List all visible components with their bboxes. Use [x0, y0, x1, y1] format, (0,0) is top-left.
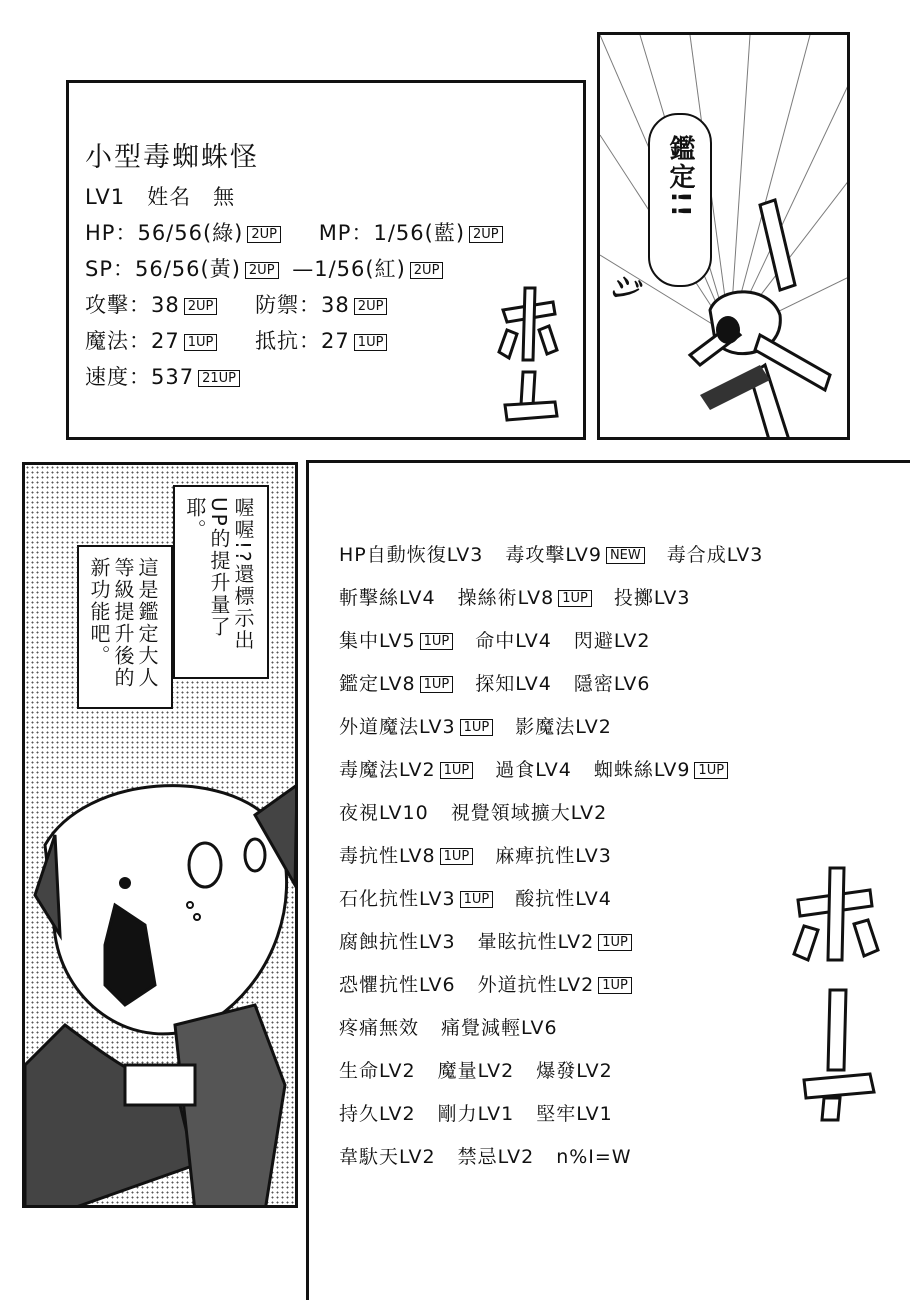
skill-row [339, 970, 654, 997]
skill-name: 操絲術LV8 [457, 587, 555, 609]
sfx-jiri: ジ [604, 267, 647, 313]
skill-entry [339, 888, 493, 910]
skill-row [339, 1056, 635, 1083]
speed-value: 速度：537 [85, 365, 195, 389]
skill-row [339, 583, 712, 610]
skill-entry: 隱密LV6 [573, 673, 651, 695]
atk-def-line [85, 289, 387, 319]
skill-name: 鑑定LV8 [339, 673, 416, 695]
magic-value: 魔法：27 [85, 329, 180, 353]
defense-up-tag: 2UP [354, 298, 388, 315]
skill-tag: 1UP [420, 633, 454, 650]
skill-name: 石化抗性LV3 [339, 888, 456, 910]
skill-entry: HP自動恢復LV3 [339, 544, 484, 566]
skill-entry: 剛力LV1 [437, 1103, 515, 1125]
skill-tag: 1UP [420, 676, 454, 693]
sp-up-tag: 2UP [245, 262, 279, 279]
mp-value: MP：1/56(藍) [318, 221, 466, 245]
skill-name: 蜘蛛絲LV9 [593, 759, 691, 781]
skill-name: 毒魔法LV2 [339, 759, 436, 781]
skill-name: 外道魔法LV3 [339, 716, 456, 738]
skill-name: 毒抗性LV8 [339, 845, 436, 867]
attack-up-tag: 2UP [184, 298, 218, 315]
resist-up-tag: 1UP [354, 334, 388, 351]
skill-entry: 酸抗性LV4 [515, 888, 612, 910]
skill-row [339, 1142, 654, 1169]
skill-entry: 命中LV4 [475, 630, 552, 652]
speech-bubble-top [648, 113, 712, 287]
skill-entry [594, 759, 728, 781]
skill-entry [458, 587, 592, 609]
skill-row [339, 884, 634, 911]
skill-name: 毒攻擊LV9 [505, 544, 602, 566]
attack-value: 攻擊：38 [85, 293, 180, 317]
skill-name: 集中LV5 [339, 630, 416, 652]
speed-up-tag: 21UP [198, 370, 240, 387]
skill-entry [339, 673, 453, 695]
skill-entry: 閃避LV2 [573, 630, 651, 652]
hp-up-tag: 2UP [247, 226, 281, 243]
skill-row [339, 540, 785, 567]
skill-row [339, 927, 654, 954]
skill-tag: 1UP [460, 719, 494, 736]
skill-entry: 投擲LV3 [613, 587, 691, 609]
skill-entry: 痛覺減輕LV6 [441, 1017, 558, 1039]
sp-line [85, 253, 443, 283]
skill-entry: 爆發LV2 [536, 1060, 613, 1082]
skill-entry: 探知LV4 [475, 673, 552, 695]
skill-entry: 腐蝕抗性LV3 [339, 931, 456, 953]
skill-entry [339, 845, 473, 867]
skill-tag: 1UP [440, 762, 474, 779]
skill-tag: 1UP [694, 762, 728, 779]
skill-entry [478, 974, 632, 996]
skill-row [339, 712, 634, 739]
appraise-shout: 鑑定!! [665, 135, 695, 219]
left-panel [22, 462, 298, 1208]
skill-entry [505, 544, 644, 566]
skill-entry: 斬擊絲LV4 [339, 587, 436, 609]
sfx-pon-right [790, 860, 890, 1130]
skill-tag: 1UP [558, 590, 592, 607]
skill-entry [478, 931, 632, 953]
mag-res-line [85, 325, 387, 355]
hp-value: HP：56/56(綠) [85, 221, 244, 245]
spider-panel-top [597, 32, 850, 440]
skill-entry: 堅牢LV1 [536, 1103, 613, 1125]
skill-tag: 1UP [598, 977, 632, 994]
skill-row [339, 841, 634, 868]
skill-entry: 恐懼抗性LV6 [339, 974, 456, 996]
skill-entry: 持久LV2 [339, 1103, 416, 1125]
hp-mp-line [85, 217, 503, 247]
speech-text-1: 喔喔!?還標示出UP的提升量了耶。 [183, 497, 255, 652]
skill-entry: 韋馱天LV2 [339, 1146, 436, 1168]
skill-tag: 1UP [460, 891, 494, 908]
skill-entry: 禁忌LV2 [457, 1146, 535, 1168]
level-line: LV1 姓名 無 [85, 185, 236, 209]
skill-entry [339, 716, 493, 738]
defense-value: 防禦：38 [255, 293, 350, 317]
skill-entry: 視覺領域擴大LV2 [450, 802, 608, 824]
sp2-up-tag: 2UP [410, 262, 444, 279]
skill-row [339, 626, 672, 653]
skill-name: 外道抗性LV2 [477, 974, 595, 996]
skill-tag: 1UP [598, 934, 632, 951]
sp2-value: —1/56(紅) [292, 257, 406, 281]
skill-tag: 1UP [440, 848, 474, 865]
skill-entry: 魔量LV2 [437, 1060, 515, 1082]
resist-value: 抵抗：27 [255, 329, 350, 353]
monster-name: 小型毒蜘蛛怪 [85, 142, 259, 173]
sp-value: SP：56/56(黃) [85, 257, 241, 281]
skill-entry: n%I=W [556, 1146, 632, 1168]
magic-up-tag: 1UP [184, 334, 218, 351]
mp-up-tag: 2UP [469, 226, 503, 243]
skill-entry [339, 759, 473, 781]
skill-entry: 生命LV2 [339, 1060, 416, 1082]
speech-text-2: 這是鑑定大人等級提升後的新功能吧。 [87, 557, 159, 689]
skill-row [339, 798, 629, 825]
skill-entry: 麻痺抗性LV3 [495, 845, 612, 867]
skill-entry: 影魔法LV2 [515, 716, 612, 738]
skill-entry: 過食LV4 [495, 759, 572, 781]
skill-row [339, 1013, 580, 1040]
sfx-pon-top [495, 280, 565, 430]
skill-row [339, 669, 672, 696]
skill-entry: 毒合成LV3 [666, 544, 764, 566]
skill-row [339, 1099, 635, 1126]
skill-tag: NEW [606, 547, 645, 564]
skill-entry: 夜視LV10 [339, 802, 429, 824]
skill-entry [339, 630, 453, 652]
speed-line [85, 361, 240, 391]
skill-entry: 疼痛無效 [339, 1017, 420, 1039]
skill-row [339, 755, 750, 782]
skill-name: 暈眩抗性LV2 [477, 931, 595, 953]
